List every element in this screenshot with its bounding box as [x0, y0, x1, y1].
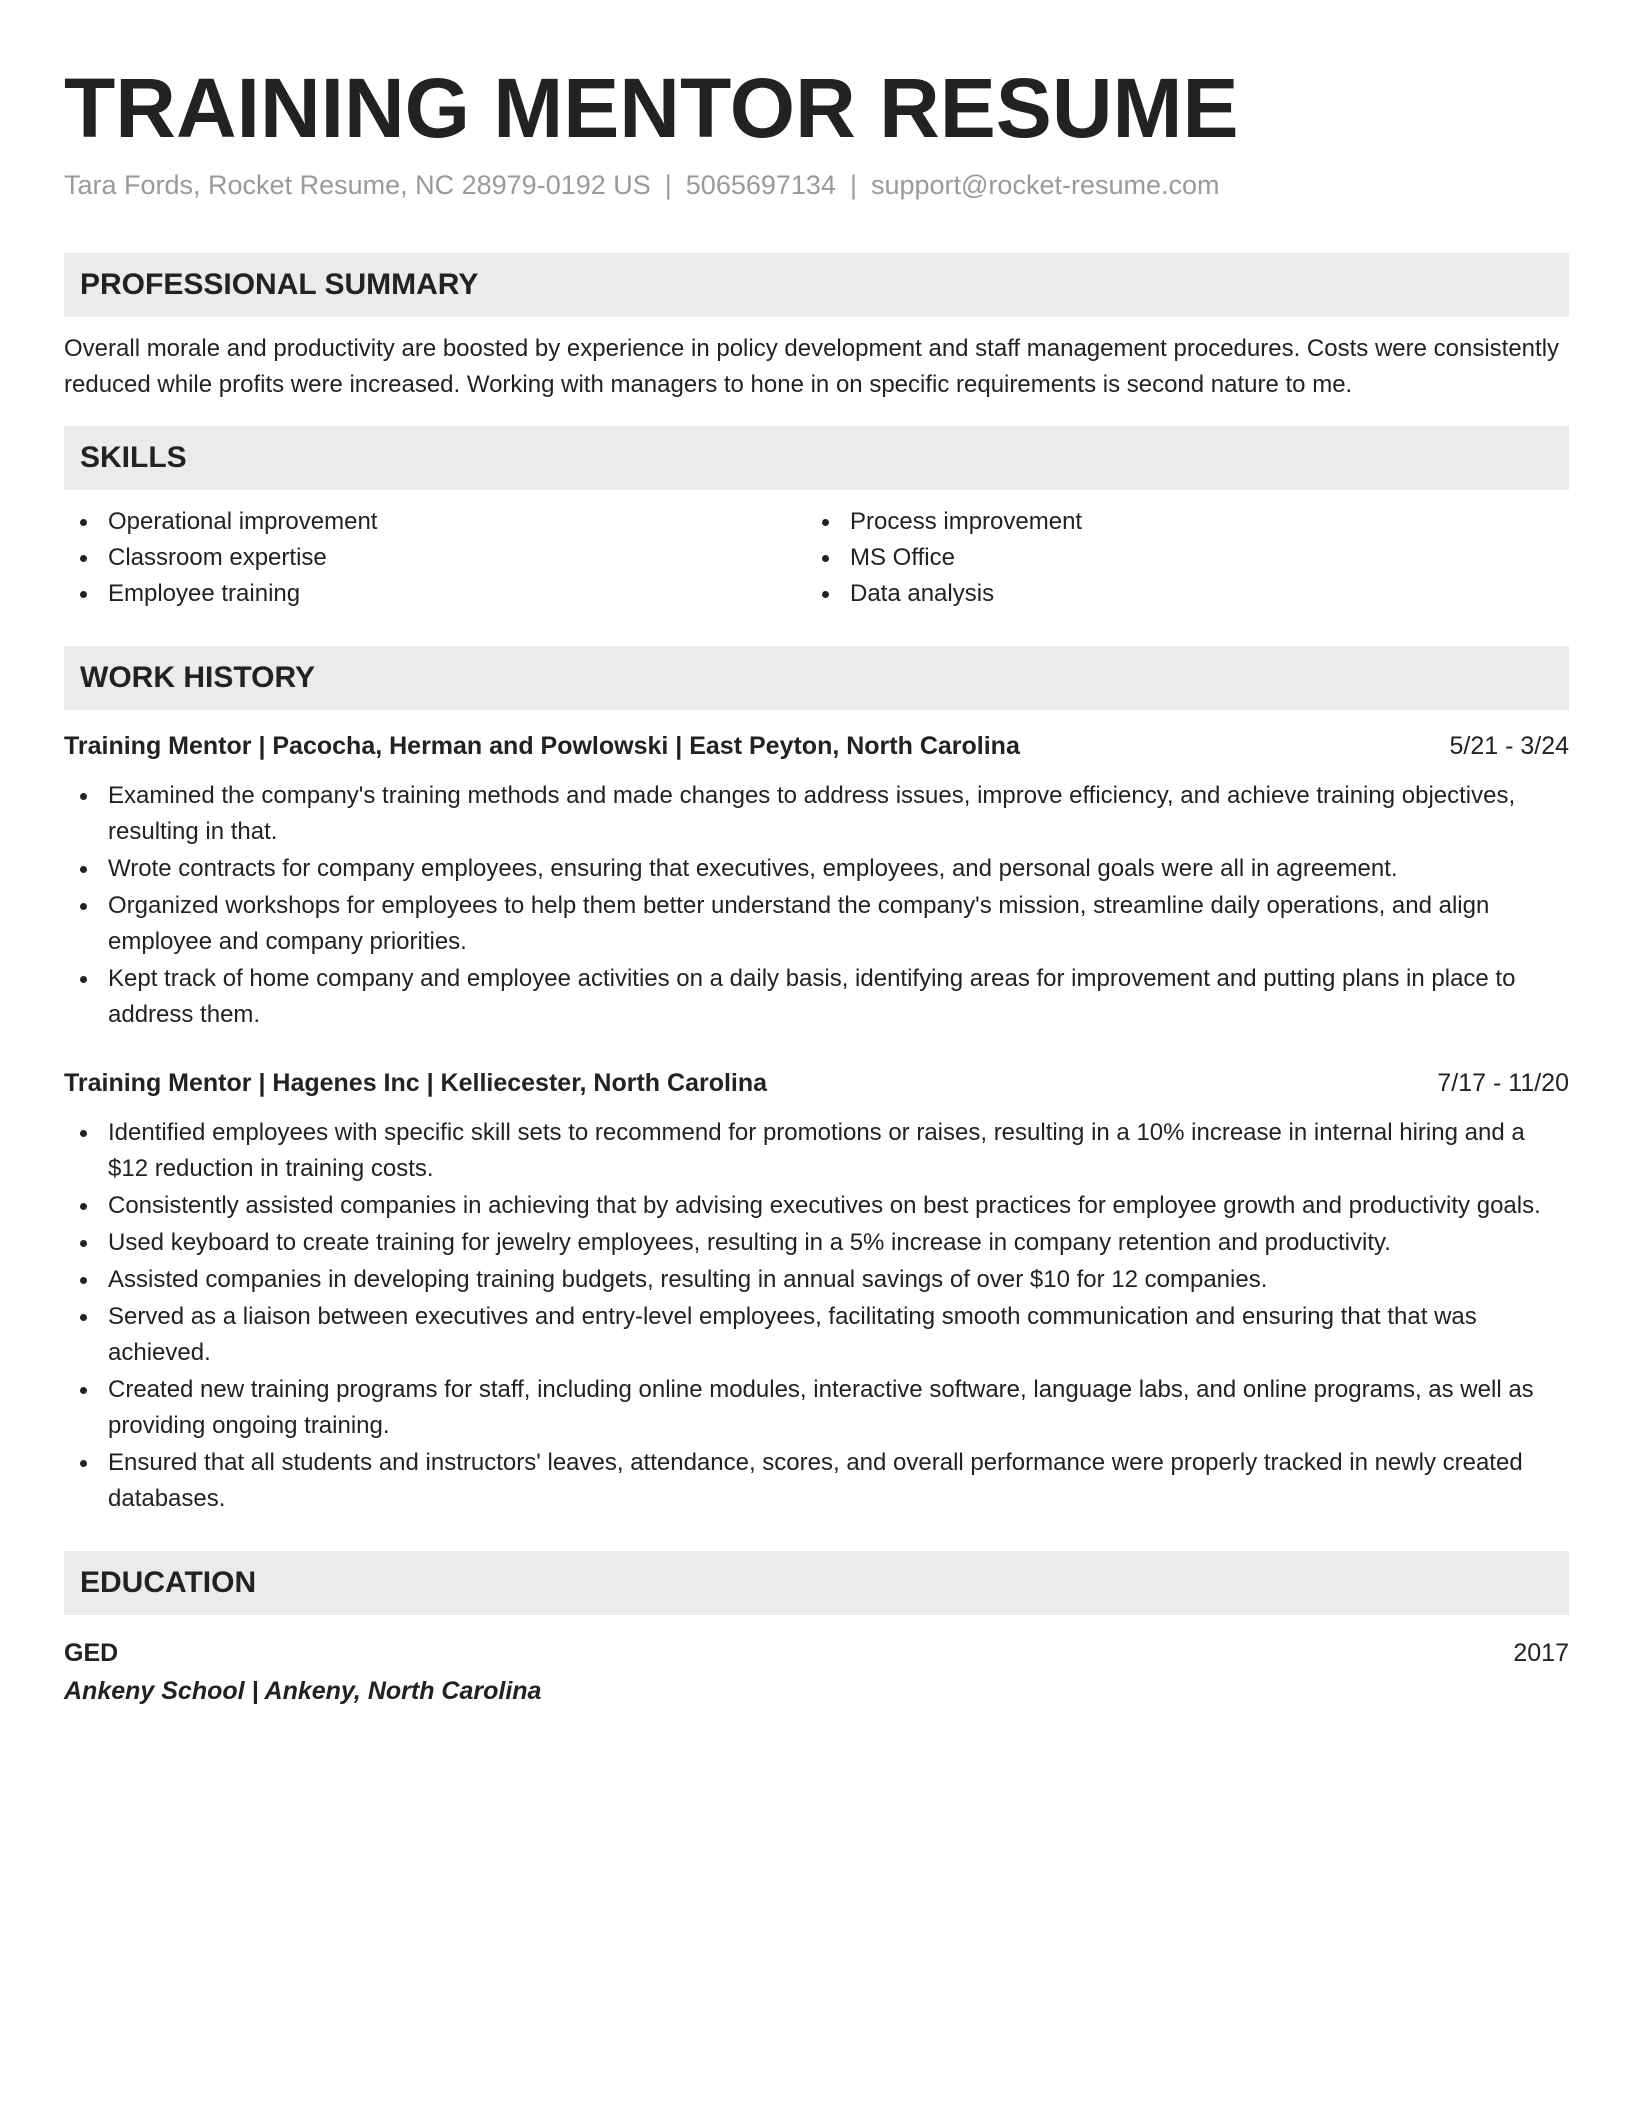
education-school: Ankeny School | Ankeny, North Carolina — [64, 1677, 542, 1705]
job-entry — [64, 728, 1569, 1033]
job-title: Training Mentor | Hagenes Inc | Kelliecester, North Carolina — [64, 1069, 768, 1097]
skills-column-right — [806, 504, 1548, 612]
job-entry — [64, 1065, 1569, 1517]
job-bullet: Wrote contracts for company employees, ensuring that executives, employees, and personal goals were all in agreement. — [64, 851, 1569, 887]
contact-line — [64, 168, 1569, 202]
contact-address: Tara Fords, Rocket Resume, NC 28979-0192 US — [64, 170, 651, 200]
skills-column-left — [64, 504, 806, 612]
skill-item: Process improvement — [806, 504, 1548, 540]
job-bullets — [64, 778, 1569, 1033]
job-bullet: Assisted companies in developing training budgets, resulting in annual savings of over $10 for 12 companies. — [64, 1262, 1569, 1298]
job-header — [64, 1065, 1569, 1101]
resume-page — [64, 0, 1569, 1709]
job-bullet: Organized workshops for employees to help them better understand the company's mission, streamline daily operations, and align employee and company priorities. — [64, 888, 1569, 960]
contact-email: support@rocket-resume.com — [870, 170, 1220, 200]
job-bullet: Ensured that all students and instructors' leaves, attendance, scores, and overall performance were properly tracked in newly created databases. — [64, 1445, 1569, 1517]
resume-title: TRAINING MENTOR RESUME — [64, 61, 1239, 155]
skill-item: MS Office — [806, 540, 1548, 576]
job-title: Training Mentor | Pacocha, Herman and Powlowski | East Peyton, North Carolina — [64, 732, 1020, 760]
section-heading-skills: SKILLS — [64, 426, 1569, 490]
job-bullet: Examined the company's training methods and made changes to address issues, improve efficiency, and achieve training objectives, resulting in that. — [64, 778, 1569, 850]
job-bullet: Created new training programs for staff, including online modules, interactive software, language labs, and online programs, as well as providing ongoing training. — [64, 1372, 1569, 1444]
skill-item: Operational improvement — [64, 504, 806, 540]
job-dates: 5/21 - 3/24 — [1449, 732, 1569, 760]
education-degree: GED — [64, 1639, 119, 1667]
job-bullet: Served as a liaison between executives and entry-level employees, facilitating smooth communication and ensuring that that was achieved. — [64, 1299, 1569, 1371]
job-bullet: Consistently assisted companies in achieving that by advising executives on best practices for employee growth and productivity goals. — [64, 1188, 1569, 1224]
contact-separator: | — [664, 170, 672, 200]
education-header — [64, 1635, 1569, 1671]
job-bullet: Kept track of home company and employee activities on a daily basis, identifying areas for improvement and putting plans in place to address them. — [64, 961, 1569, 1033]
job-header — [64, 728, 1569, 764]
skill-item: Data analysis — [806, 576, 1548, 612]
job-bullet: Used keyboard to create training for jewelry employees, resulting in a 5% increase in company retention and productivity. — [64, 1225, 1569, 1261]
job-dates: 7/17 - 11/20 — [1437, 1069, 1569, 1097]
contact-separator: | — [849, 170, 857, 200]
education-year: 2017 — [1513, 1639, 1569, 1667]
section-heading-education: EDUCATION — [64, 1551, 1569, 1615]
contact-phone: 5065697134 — [685, 170, 836, 200]
job-bullet: Identified employees with specific skill sets to recommend for promotions or raises, resulting in a 10% increase in internal hiring and a $12 reduction in training costs. — [64, 1115, 1569, 1187]
summary-text: Overall morale and productivity are boosted by experience in policy development and staff management procedures. Costs were consistently reduced while profits were increased. Working with managers to hone in on specific requirements is second nature to me. — [64, 335, 1560, 398]
skill-item: Classroom expertise — [64, 540, 806, 576]
skill-item: Employee training — [64, 576, 806, 612]
section-heading-work-history: WORK HISTORY — [64, 646, 1569, 710]
job-bullets — [64, 1115, 1569, 1517]
skills-list — [64, 504, 1569, 612]
section-heading-summary: PROFESSIONAL SUMMARY — [64, 253, 1569, 317]
